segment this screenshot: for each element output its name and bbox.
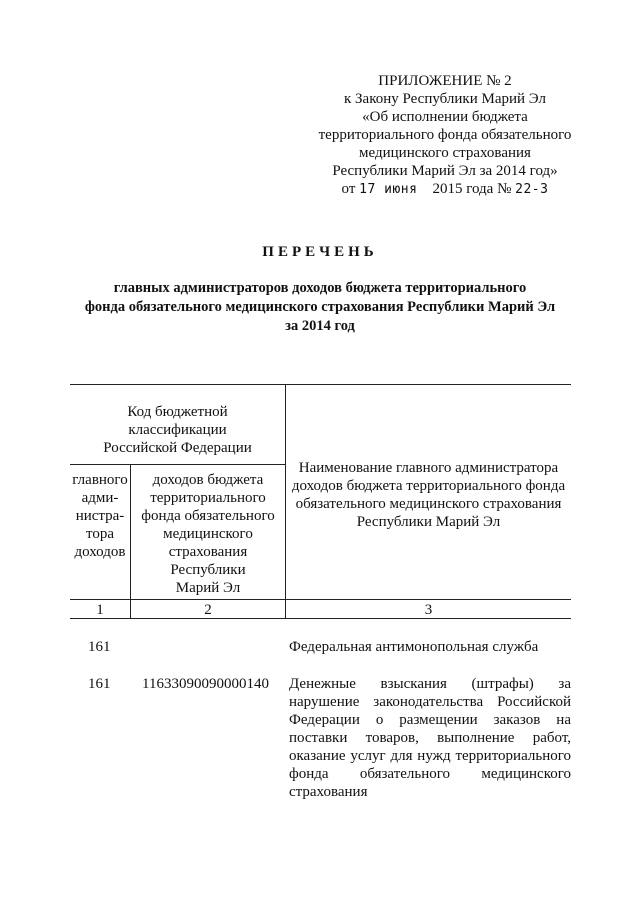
header-code-group-line: классификации xyxy=(128,422,227,438)
header-col-income-line: фонда обязательного xyxy=(141,508,275,524)
document-title: ПЕРЕЧЕНЬ xyxy=(262,244,378,260)
header-col-income-line: страхования xyxy=(168,544,248,560)
header-col-name-line: обязательного медицинского страхования xyxy=(295,496,562,512)
header-code-group xyxy=(70,403,285,457)
row-income-name: Денежные взыскания (штрафы) за нарушение законодательства Российской Федерации о размещении заказов на поставки товаров, выполнение работ, оказание услуг для нужд территориального фонда обязательного медицинского страхования xyxy=(289,676,571,800)
annex-law-name-3: медицинского страхования xyxy=(359,145,531,161)
row-admin-code: 161 xyxy=(88,639,111,655)
col-number-2: 2 xyxy=(204,602,212,618)
header-code-group-line: Код бюджетной xyxy=(127,404,228,420)
divider-group-bottom xyxy=(70,464,285,465)
annex-date: 17 июня xyxy=(359,182,418,197)
row-admin-name: Федеральная антимонопольная служба xyxy=(289,639,539,655)
header-col-admin-line: главного xyxy=(72,472,128,488)
header-col-admin xyxy=(70,471,130,561)
annex-title: ПРИЛОЖЕНИЕ № 2 xyxy=(378,73,512,89)
header-col-admin-line: нистра- xyxy=(75,508,125,524)
header-col-name-line: доходов бюджета территориального фонда xyxy=(291,478,566,494)
header-col-income-line: Республики xyxy=(170,562,246,578)
header-col-income-line: Марий Эл xyxy=(175,580,241,596)
annex-number: 22-З xyxy=(515,182,549,197)
header-col-admin-line: доходов xyxy=(74,544,126,560)
header-col-name xyxy=(286,459,571,531)
row-income-code: 11633090090000140 xyxy=(142,676,269,692)
header-col-income xyxy=(131,471,285,597)
header-col-name-line: Республики Марий Эл xyxy=(356,514,501,530)
subtitle-line-1: главных администраторов доходов бюджета территориального xyxy=(113,280,527,296)
header-code-group-line: Российской Федерации xyxy=(103,440,252,456)
header-col-income-line: территориального xyxy=(150,490,266,506)
annex-date-line xyxy=(300,180,590,199)
annex-date-prefix: от xyxy=(341,181,356,197)
row-admin-code: 161 xyxy=(88,676,111,692)
col-number-1: 1 xyxy=(96,602,104,618)
subtitle-line-3: за 2014 год xyxy=(285,318,355,334)
col-number-3: 3 xyxy=(424,602,433,618)
header-col-name-line: Наименование главного администратора xyxy=(298,460,559,476)
annex-law-name-4: Республики Марий Эл за 2014 год» xyxy=(332,163,558,179)
document-subtitle xyxy=(60,279,580,336)
header-col-income-line: доходов бюджета xyxy=(152,472,264,488)
annex-year-number-label: 2015 года № xyxy=(432,181,512,197)
annex-law-name-2: территориального фонда обязательного xyxy=(318,127,572,143)
header-col-admin-line: тора xyxy=(85,526,114,542)
header-col-income-line: медицинского xyxy=(163,526,253,542)
divider-number-row xyxy=(70,599,571,600)
annex-header xyxy=(300,72,590,199)
annex-law-name-1: «Об исполнении бюджета xyxy=(362,109,528,125)
header-table xyxy=(70,384,571,619)
annex-law: к Закону Республики Марий Эл xyxy=(343,91,546,107)
header-col-admin-line: адми- xyxy=(81,490,119,506)
subtitle-line-2: фонда обязательного медицинского страхования Республики Марий Эл xyxy=(84,299,556,315)
